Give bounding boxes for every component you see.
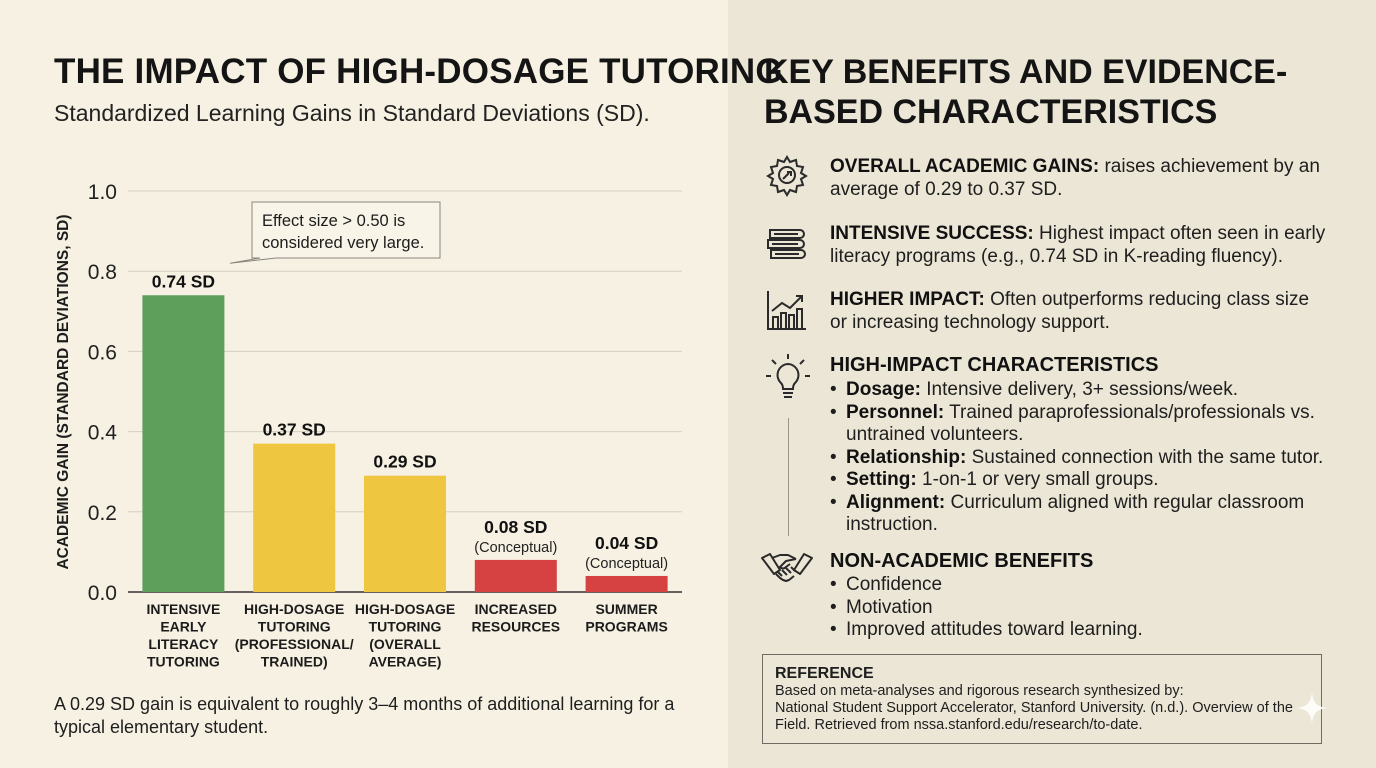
- annotation-text: Effect size > 0.50 is: [262, 212, 406, 230]
- benefit-higher-impact: [830, 288, 1330, 334]
- data-label: 0.74 SD: [151, 271, 216, 292]
- bar: [253, 444, 335, 592]
- handshake-icon: [760, 548, 814, 588]
- x-tick-label: HIGH-DOSAGE: [244, 601, 345, 617]
- list-item: • Relationship: Sustained connection with the same tutor.: [830, 447, 1330, 470]
- list-item: • Motivation: [830, 597, 1330, 620]
- list-item: • Improved attitudes toward learning.: [830, 619, 1330, 642]
- sparkle-icon: [1294, 690, 1330, 726]
- y-tick-label: 0.4: [87, 421, 117, 445]
- list-item: • Dosage: Intensive delivery, 3+ sessions/week.: [830, 379, 1330, 402]
- benefit-text: Often outperforms reducing class size or increasing technology support.: [830, 289, 1310, 333]
- reference-title: REFERENCE: [775, 665, 874, 682]
- chart-subtitle: Standardized Learning Gains in Standard Deviations (SD).: [54, 100, 650, 126]
- benefit-label: INTENSIVE SUCCESS:: [830, 223, 1034, 244]
- books-icon: [764, 220, 810, 266]
- benefit-label: OVERALL ACADEMIC GAINS:: [830, 156, 1100, 177]
- x-tick-label: SUMMER: [595, 601, 658, 617]
- x-tick-label: RESOURCES: [471, 618, 561, 635]
- gear-icon: [764, 152, 810, 198]
- bar: [475, 560, 557, 592]
- y-tick-label: 0.2: [87, 501, 117, 525]
- reference-intro: Based on meta-analyses and rigorous research synthesized by:: [775, 683, 1184, 699]
- x-tick-label: HIGH-DOSAGE: [354, 601, 456, 617]
- y-tick-label: 0.8: [87, 261, 117, 285]
- reference-citation: National Student Support Accelerator, Stanford University. (n.d.). Overview of the Field. Retrieved from nssa.stanford.edu/research/to-date.: [775, 700, 1293, 733]
- y-tick-label: 0.0: [87, 582, 117, 605]
- x-tick-label: INCREASED: [474, 601, 558, 617]
- data-label: 0.37 SD: [262, 419, 326, 440]
- list-item: • Setting: 1-on-1 or very small groups.: [830, 469, 1330, 492]
- list-item: • Personnel: Trained paraprofessionals/professionals vs. untrained volunteers.: [830, 402, 1330, 447]
- data-label: 0.04 SD: [594, 532, 659, 553]
- x-tick-label: PROGRAMS: [585, 618, 668, 635]
- chart-footnote: A 0.29 SD gain is equivalent to roughly 3–4 months of additional learning for a typical elementary student.: [54, 694, 675, 737]
- x-tick-label: TUTORING: [146, 653, 220, 670]
- bar-chart: [0, 0, 728, 690]
- non-academic-title: NON-ACADEMIC BENEFITS: [830, 550, 1094, 572]
- data-sublabel: (Conceptual): [585, 555, 669, 572]
- benefit-intensive-success: [830, 222, 1330, 268]
- x-tick-label: (OVERALL: [369, 636, 441, 652]
- benefit-text: Highest impact often seen in early literacy programs (e.g., 0.74 SD in K-reading fluency).: [830, 223, 1326, 267]
- list-item: • Confidence: [830, 574, 1330, 597]
- y-axis-label: ACADEMIC GAIN (STANDARD DEVIATIONS, SD): [55, 214, 72, 570]
- benefits-title: KEY BENEFITS AND EVIDENCE-BASED CHARACTERISTICS: [764, 53, 1288, 131]
- y-tick-label: 1.0: [87, 181, 117, 204]
- x-tick-label: TRAINED): [260, 653, 328, 670]
- non-academic-list: [830, 574, 1330, 642]
- list-item: • Alignment: Curriculum aligned with regular classroom instruction.: [830, 492, 1330, 537]
- divider: [788, 418, 789, 536]
- benefit-label: HIGHER IMPACT:: [830, 289, 985, 310]
- x-tick-label: TUTORING: [257, 618, 331, 635]
- y-tick-label: 0.6: [87, 341, 117, 365]
- chart-title: THE IMPACT OF HIGH-DOSAGE TUTORING: [54, 52, 783, 91]
- characteristics-list: [830, 379, 1330, 537]
- data-label: 0.29 SD: [373, 451, 437, 472]
- x-tick-label: AVERAGE): [368, 653, 442, 670]
- data-sublabel: (Conceptual): [474, 539, 558, 556]
- characteristics-title: HIGH-IMPACT CHARACTERISTICS: [830, 354, 1159, 376]
- x-tick-label: EARLY: [160, 618, 207, 635]
- bar: [364, 476, 446, 592]
- benefit-text: raises achievement by an average of 0.29 to 0.37 SD.: [830, 156, 1320, 200]
- reference-box: [762, 654, 1322, 744]
- x-tick-label: INTENSIVE: [146, 601, 221, 617]
- annotation-text: considered very large.: [262, 234, 425, 252]
- x-tick-label: LITERACY: [148, 636, 219, 652]
- growth-chart-icon: [764, 287, 810, 333]
- bar: [142, 295, 224, 592]
- lightbulb-icon: [764, 352, 812, 404]
- data-label: 0.08 SD: [484, 516, 548, 537]
- x-tick-label: TUTORING: [368, 618, 442, 635]
- benefit-overall-gains: [830, 155, 1330, 201]
- bar: [586, 576, 668, 592]
- x-tick-label: (PROFESSIONAL/: [234, 636, 354, 652]
